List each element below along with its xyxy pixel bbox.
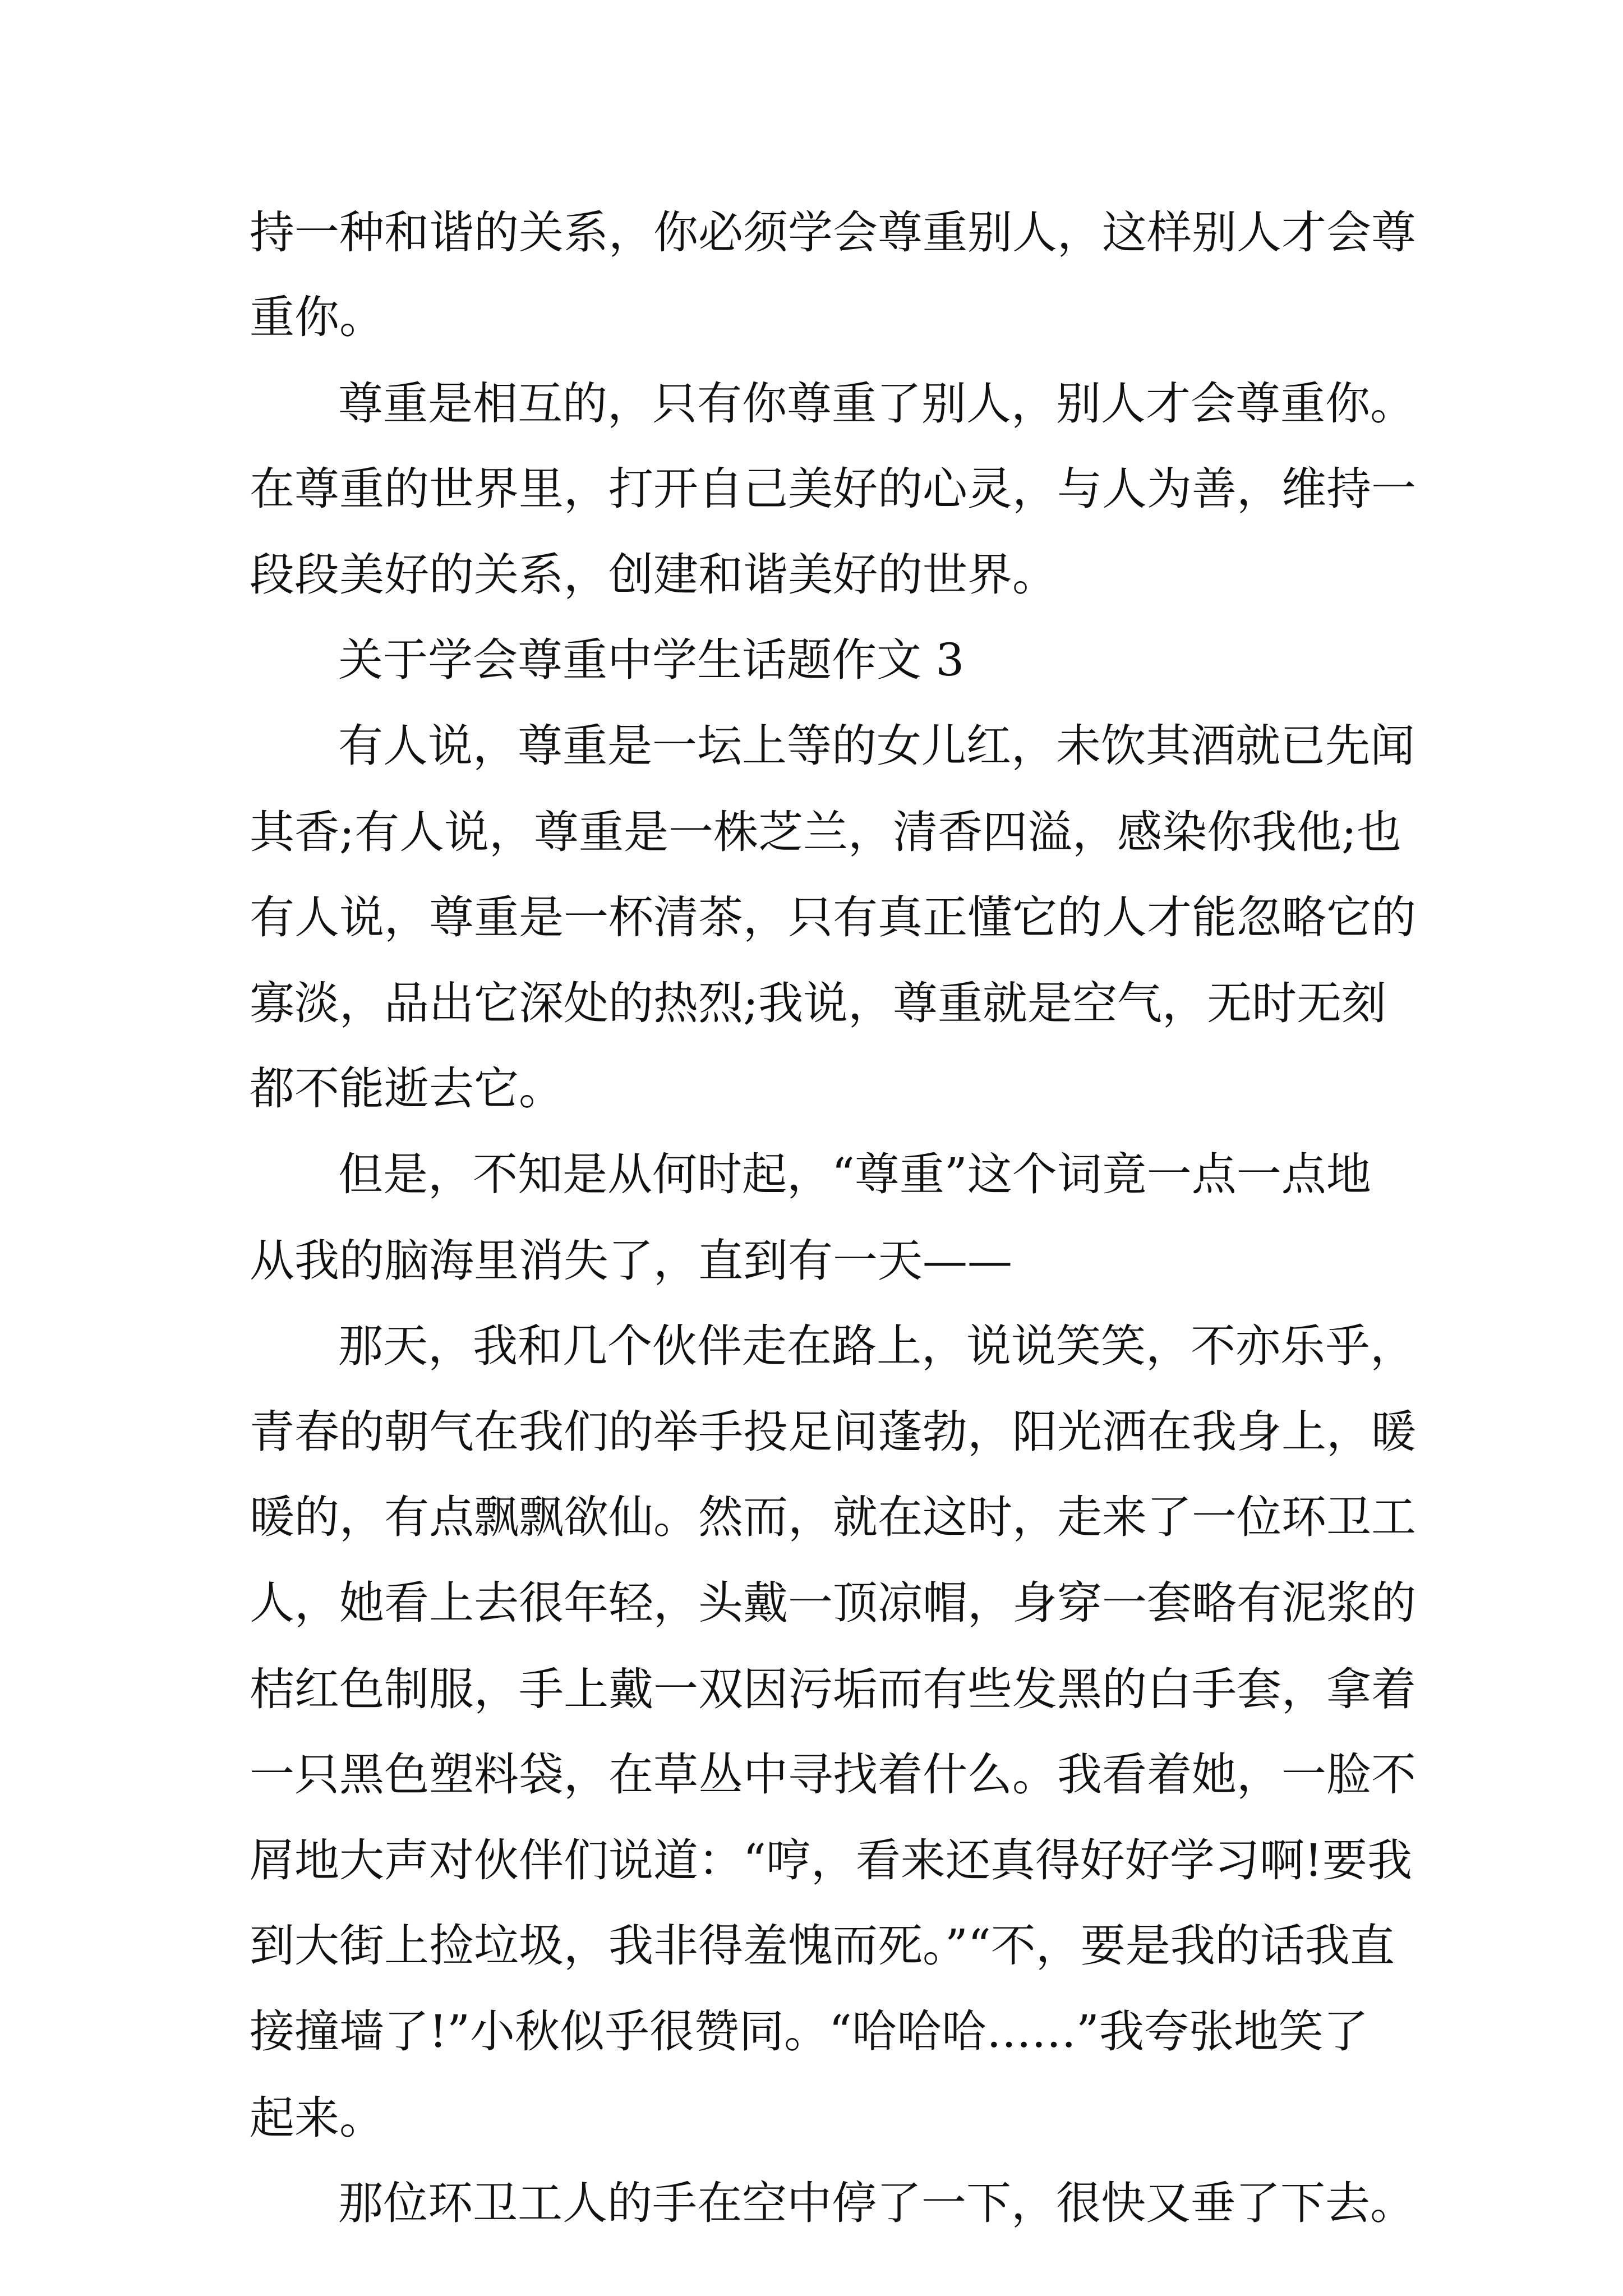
- text-line: 青春的朝气在我们的举手投足间蓬勃，阳光洒在我身上，暖: [250, 1406, 1416, 1458]
- text-line: 在尊重的世界里，打开自己美好的心灵，与人为善，维持一: [250, 463, 1416, 515]
- text-line: 人，她看上去很年轻，头戴一顶凉帽，身穿一套略有泥浆的: [250, 1577, 1416, 1629]
- text-line: 接撞墙了!”小秋似乎很赞同。“哈哈哈……”我夸张地笑了: [250, 2005, 1368, 2058]
- text-line: 那位环卫工人的手在空中停了一下，很快又垂了下去。: [338, 2177, 1415, 2229]
- section-heading: 关于学会尊重中学生话题作文 3: [338, 634, 965, 686]
- text-line: 暖的，有点飘飘欲仙。然而，就在这时，走来了一位环卫工: [250, 1491, 1416, 1543]
- text-line: 桔红色制服，手上戴一双因污垢而有些发黑的白手套，拿着: [250, 1663, 1416, 1715]
- text-line: 一只黑色塑料袋，在草丛中寻找着什么。我看着她，一脸不: [250, 1749, 1416, 1801]
- text-line: 寡淡，品出它深处的热烈;我说，尊重就是空气，无时无刻: [250, 977, 1386, 1029]
- text-line: 但是，不知是从何时起，“尊重”这个词竟一点一点地: [338, 1148, 1371, 1200]
- text-line: 有人说，尊重是一杯清茶，只有真正懂它的人才能忽略它的: [250, 891, 1416, 944]
- text-line: 起来。: [250, 2092, 384, 2144]
- text-line: 从我的脑海里消失了，直到有一天——: [250, 1235, 1012, 1287]
- text-line: 尊重是相互的，只有你尊重了别人，别人才会尊重你。: [338, 378, 1415, 430]
- text-line: 持一种和谐的关系，你必须学会尊重别人，这样别人才会尊: [250, 206, 1416, 259]
- text-line: 段段美好的关系，创建和谐美好的世界。: [250, 549, 1057, 601]
- text-line: 有人说，尊重是一坛上等的女儿红，未饮其酒就已先闻: [338, 720, 1415, 772]
- text-line: 那天，我和几个伙伴走在路上，说说笑笑，不亦乐乎，: [338, 1320, 1415, 1372]
- text-line: 都不能逝去它。: [250, 1062, 564, 1115]
- text-line: 到大街上捡垃圾，我非得羞愧而死。”“不，要是我的话我直: [250, 1920, 1395, 1972]
- text-line: 重你。: [250, 291, 384, 343]
- text-line: 其香;有人说，尊重是一株芝兰，清香四溢，感染你我他;也: [250, 806, 1401, 858]
- text-line: 屑地大声对伙伴们说道：“哼，看来还真得好好学习啊!要我: [250, 1834, 1413, 1887]
